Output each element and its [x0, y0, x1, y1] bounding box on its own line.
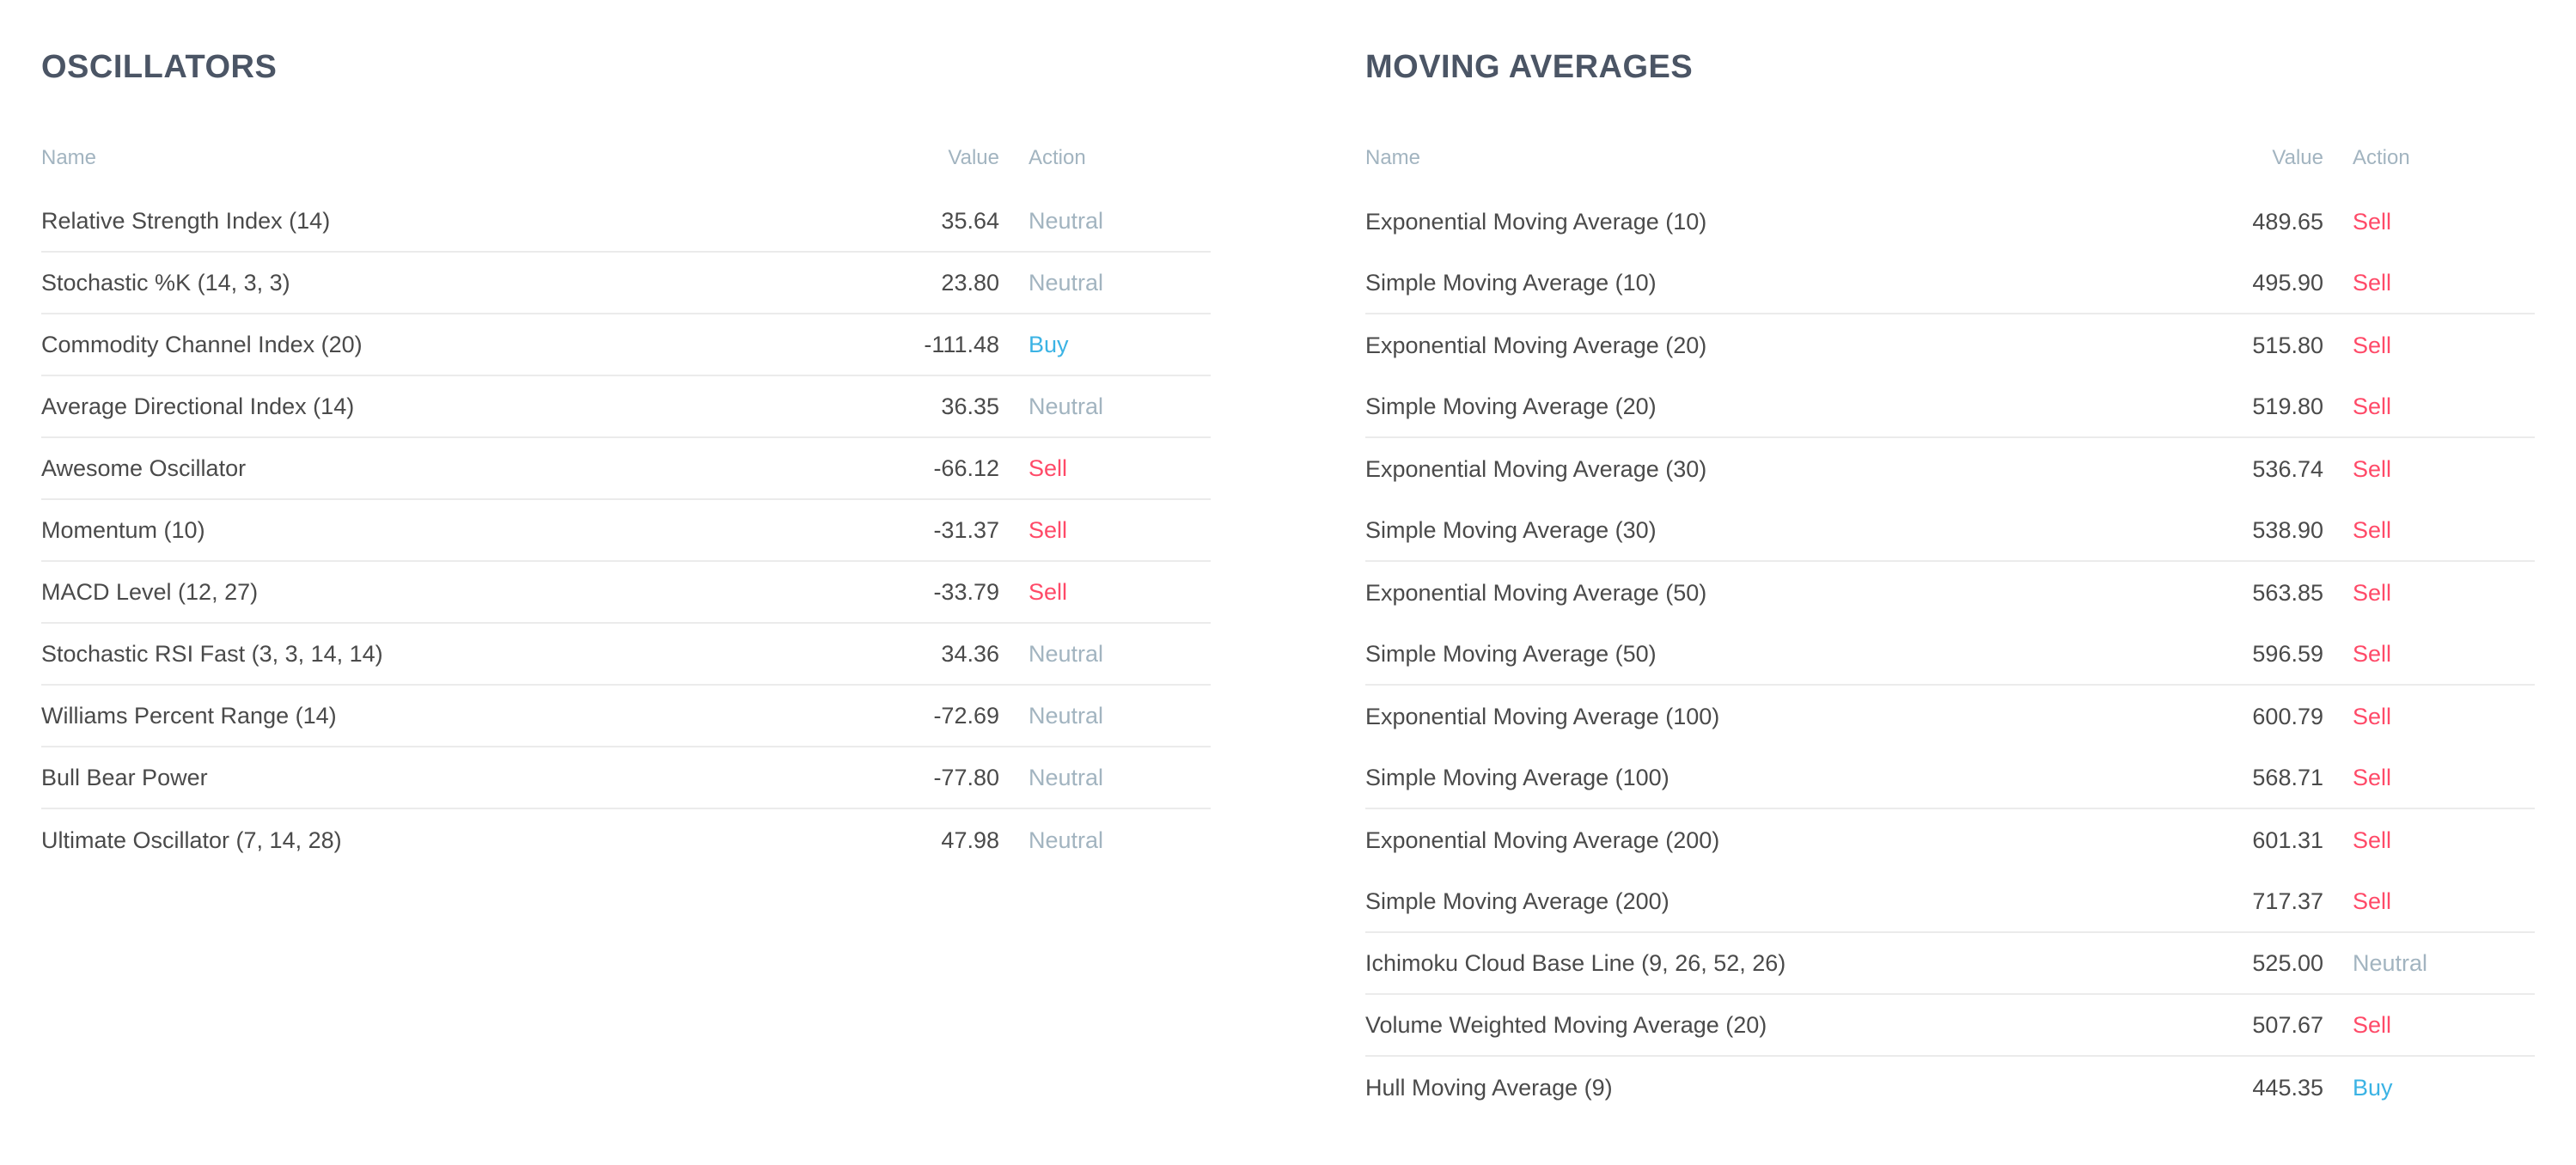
column-header-value: Value [948, 146, 999, 169]
indicator-value: 445.35 [2252, 1075, 2323, 1101]
indicator-name: Relative Strength Index (14) [41, 208, 331, 234]
table-row [1365, 1057, 2535, 1119]
table-row [1365, 624, 2535, 686]
table-row [41, 747, 1211, 809]
indicator-action: Neutral [1029, 827, 1104, 853]
table-row [41, 500, 1211, 562]
moving-averages-table-header [1365, 141, 2535, 175]
indicator-value: 507.67 [2252, 1012, 2323, 1038]
indicator-value: 563.85 [2252, 580, 2323, 606]
indicator-name: Simple Moving Average (30) [1365, 517, 1657, 543]
indicator-name: Momentum (10) [41, 517, 205, 543]
indicator-action: Neutral [1029, 641, 1104, 667]
indicator-name: Williams Percent Range (14) [41, 703, 337, 729]
column-header-action: Action [2353, 146, 2410, 169]
indicator-name: Exponential Moving Average (50) [1365, 580, 1707, 606]
table-row [1365, 995, 2535, 1057]
table-row [41, 562, 1211, 624]
indicator-action: Neutral [1029, 393, 1104, 419]
indicator-name: MACD Level (12, 27) [41, 579, 259, 605]
indicator-action: Neutral [1029, 208, 1104, 234]
indicator-value: 35.64 [941, 208, 999, 234]
indicator-name: Bull Bear Power [41, 765, 208, 790]
table-row [1365, 933, 2535, 995]
table-row [1365, 253, 2535, 314]
table-row [1365, 809, 2535, 871]
indicator-action: Neutral [1029, 270, 1104, 296]
indicator-name: Stochastic %K (14, 3, 3) [41, 270, 290, 296]
indicator-action: Sell [2353, 1012, 2392, 1038]
indicator-action: Sell [1029, 517, 1068, 543]
indicator-name: Simple Moving Average (200) [1365, 888, 1670, 914]
indicator-value: -72.69 [933, 703, 999, 729]
indicator-action: Sell [1029, 579, 1068, 605]
indicator-name: Exponential Moving Average (10) [1365, 209, 1707, 235]
table-row [41, 253, 1211, 314]
oscillators-table-body [41, 191, 1211, 871]
table-row [41, 314, 1211, 376]
indicator-name: Stochastic RSI Fast (3, 3, 14, 14) [41, 641, 383, 667]
indicator-value: -66.12 [933, 455, 999, 481]
indicator-value: 600.79 [2252, 704, 2323, 729]
indicator-value: 495.90 [2252, 270, 2323, 296]
indicator-name: Simple Moving Average (100) [1365, 765, 1670, 790]
indicator-action: Sell [2353, 332, 2392, 358]
table-row [1365, 686, 2535, 747]
table-row [41, 438, 1211, 500]
indicator-name: Ultimate Oscillator (7, 14, 28) [41, 827, 342, 853]
indicator-value: -33.79 [933, 579, 999, 605]
indicator-value: 515.80 [2252, 332, 2323, 358]
indicator-name: Exponential Moving Average (20) [1365, 332, 1707, 358]
table-row [1365, 191, 2535, 253]
moving-averages-section [1365, 48, 2535, 1119]
table-row [41, 624, 1211, 686]
moving-averages-table-body [1365, 191, 2535, 1119]
indicator-action: Sell [2353, 704, 2392, 729]
column-header-value: Value [2272, 146, 2323, 169]
table-row [1365, 314, 2535, 376]
table-row [1365, 562, 2535, 624]
oscillators-section [41, 48, 1211, 1119]
table-row [1365, 500, 2535, 562]
indicator-name: Exponential Moving Average (30) [1365, 456, 1707, 482]
indicator-name: Awesome Oscillator [41, 455, 247, 481]
indicator-action: Buy [1029, 332, 1069, 357]
table-row [1365, 438, 2535, 500]
indicator-action: Sell [2353, 765, 2392, 790]
indicator-name: Ichimoku Cloud Base Line (9, 26, 52, 26) [1365, 950, 1786, 976]
indicator-value: 47.98 [941, 827, 999, 853]
indicator-value: 596.59 [2252, 641, 2323, 667]
column-header-name: Name [1365, 146, 1421, 169]
indicator-value: 717.37 [2252, 888, 2323, 914]
indicator-value: 568.71 [2252, 765, 2323, 790]
indicator-value: -77.80 [933, 765, 999, 790]
indicator-name: Hull Moving Average (9) [1365, 1075, 1613, 1101]
indicator-action: Sell [1029, 455, 1068, 481]
indicator-action: Neutral [2353, 950, 2428, 976]
indicator-name: Simple Moving Average (10) [1365, 270, 1657, 296]
indicator-action: Buy [2353, 1075, 2393, 1101]
moving-averages-title: MOVING AVERAGES [1365, 49, 1694, 85]
table-row [1365, 871, 2535, 933]
indicator-value: 538.90 [2252, 517, 2323, 543]
indicator-action: Sell [2353, 456, 2392, 482]
table-row [1365, 747, 2535, 809]
indicator-action: Sell [2353, 580, 2392, 606]
oscillators-table-header [41, 141, 1211, 175]
indicator-value: 519.80 [2252, 393, 2323, 419]
indicator-action: Sell [2353, 888, 2392, 914]
column-header-name: Name [41, 146, 97, 169]
column-header-action: Action [1029, 146, 1086, 169]
indicator-value: 536.74 [2252, 456, 2323, 482]
indicator-name: Average Directional Index (14) [41, 393, 355, 419]
indicator-value: 34.36 [941, 641, 999, 667]
oscillators-title: OSCILLATORS [41, 49, 278, 85]
indicator-value: -31.37 [933, 517, 999, 543]
indicator-name: Commodity Channel Index (20) [41, 332, 363, 357]
indicator-value: 23.80 [941, 270, 999, 296]
table-row [41, 809, 1211, 871]
table-row [1365, 376, 2535, 438]
indicator-action: Sell [2353, 517, 2392, 543]
indicator-name: Simple Moving Average (20) [1365, 393, 1657, 419]
indicator-name: Exponential Moving Average (100) [1365, 704, 1720, 729]
indicator-action: Neutral [1029, 703, 1104, 729]
indicator-value: 525.00 [2252, 950, 2323, 976]
indicator-action: Neutral [1029, 765, 1104, 790]
indicator-action: Sell [2353, 827, 2392, 853]
indicator-action: Sell [2353, 270, 2392, 296]
indicator-action: Sell [2353, 209, 2392, 235]
indicator-value: 489.65 [2252, 209, 2323, 235]
indicator-value: -111.48 [924, 332, 999, 357]
table-row [41, 686, 1211, 747]
indicator-value: 36.35 [941, 393, 999, 419]
indicator-action: Sell [2353, 641, 2392, 667]
indicator-action: Sell [2353, 393, 2392, 419]
indicator-value: 601.31 [2252, 827, 2323, 853]
indicator-name: Exponential Moving Average (200) [1365, 827, 1720, 853]
table-row [41, 376, 1211, 438]
table-row [41, 191, 1211, 253]
indicator-name: Simple Moving Average (50) [1365, 641, 1657, 667]
indicator-name: Volume Weighted Moving Average (20) [1365, 1012, 1767, 1038]
